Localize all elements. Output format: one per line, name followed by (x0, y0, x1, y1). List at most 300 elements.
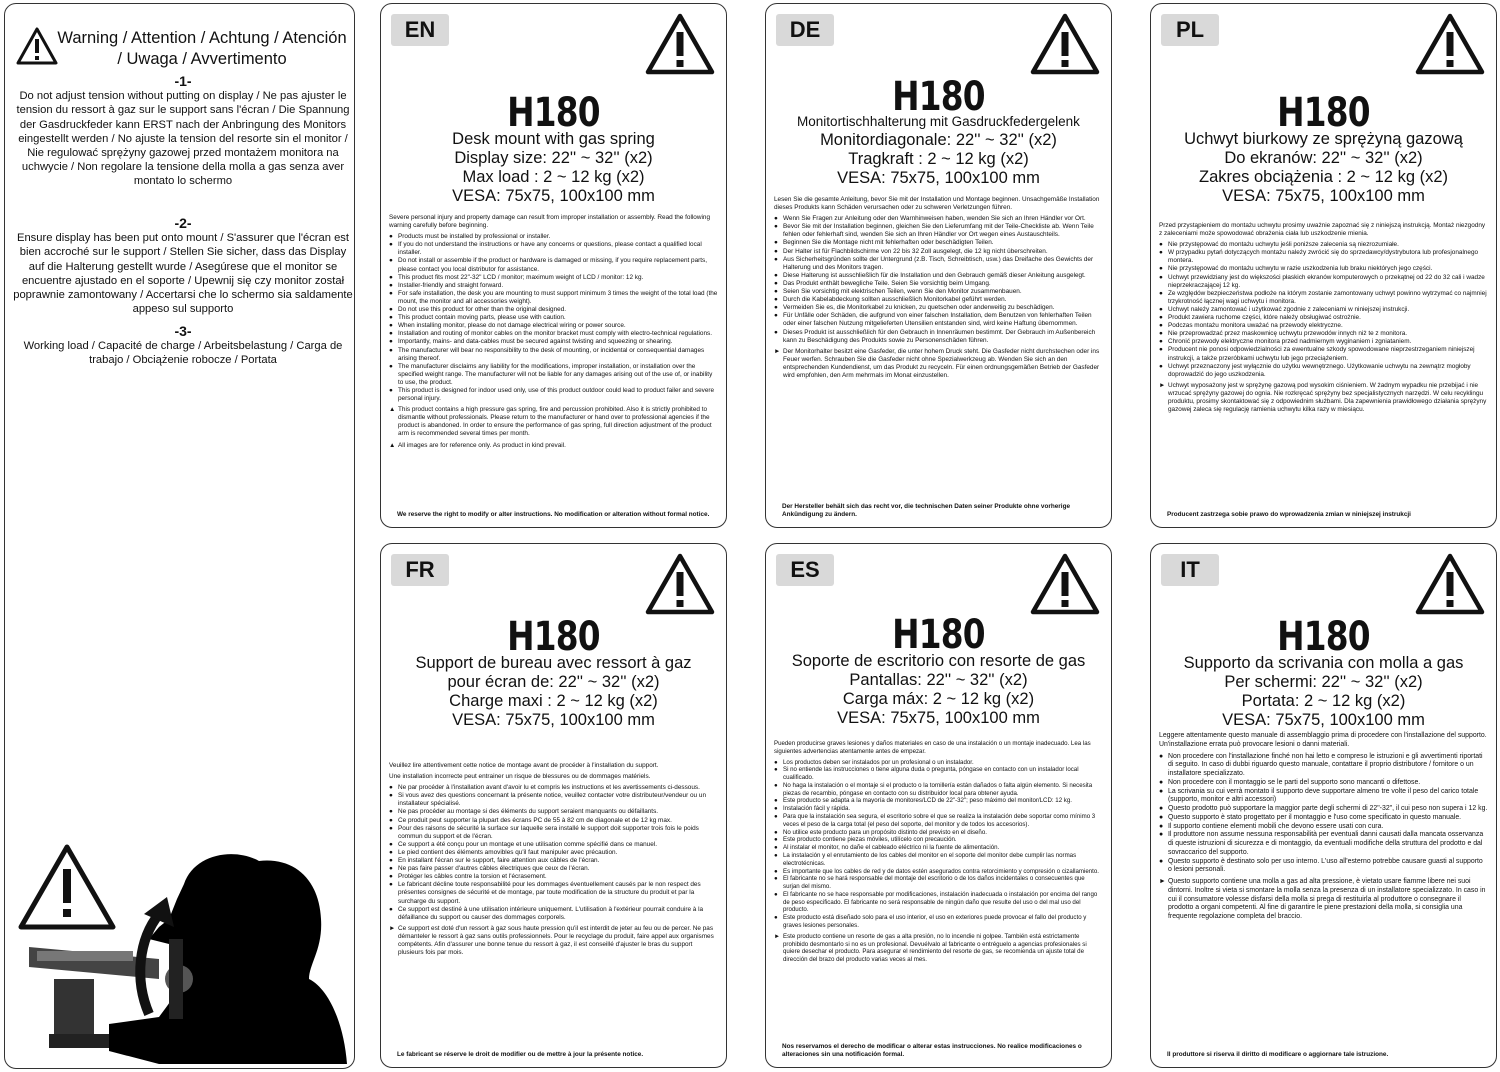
list-item-text: Ce produit peut supporter la plupart des écrans PC de 55 à 82 cm de diagonale et de 12 kg max. (398, 816, 672, 824)
list-item-text: Beginnen Sie die Montage nicht mit fehlerhaften oder beschädigten Teilen. (783, 239, 994, 247)
list-item (774, 868, 1103, 876)
list-item-text: Products must be installed by professional or installer. (398, 233, 551, 241)
list-item-text: For safe installation, the desk you are mounting to must support minimum 3 times the weight of the total load (the mount, the monitor and all accessories weight). (398, 289, 718, 305)
spec-line: Portata: 2 ~ 12 kg (x2) (1241, 692, 1406, 710)
bullet-icon: ● (774, 304, 778, 312)
bullet-icon: ● (774, 296, 778, 304)
list-item-text: Chronić przewody elektryczne monitora przed nadmiernym wyginaniem i zgniataniem. (1168, 338, 1412, 346)
manual-panel-en (380, 3, 727, 528)
spec-line: Do ekranów: 22'' ~ 32'' (x2) (1224, 149, 1423, 167)
list-item-text: Questo supporto è stato progettato per il montaggio e l'uso come specificato in questo manuale. (1168, 813, 1462, 821)
list-item-text: Für Unfälle oder Schäden, die aufgrund von einer falschen Installation, dem Benutzen von fehlerhaften Teilen oder einer falschen Nutzung mitgelieferten Utensilien entstanden sind, wird keine Haftung übernommen. (783, 312, 1092, 328)
instruction-list (774, 759, 1103, 930)
bullet-icon: ● (774, 797, 778, 805)
list-item (389, 881, 718, 905)
list-item-text: No utilice este producto para un propósito distinto del previsto en el diseño. (783, 828, 987, 836)
list-item-text: Le fabricant décline toute responsabilité pour les dommages éventuellement causés par le non respect des présentes consignes de sécurité et de montage, par toute modification de la structure du produit et par la surcharge du support. (398, 881, 701, 905)
list-item-text: Si no entiende las instrucciones o tiene alguna duda o pregunta, póngase en contacto con un instalador local cualificado. (783, 766, 1079, 782)
list-item-text: Es importante que los cables de red y de datos estén asegurados contra retorcimiento y compresión o cizallamiento. (783, 867, 1099, 875)
list-item (774, 797, 1103, 805)
spec-line: Carga máx: 2 ~ 12 kg (x2) (842, 690, 1035, 708)
arrow-note-icon: ► (774, 932, 781, 940)
list-item (1159, 274, 1488, 290)
note-text: Questo supporto contiene una molla a gas ad alta pressione, è vietato usare fiamme libere nei suoi dintorni. Inoltre si vieta si smontare la molla senza la presenza di un installatore specializzato. In caso in cui il consumatore volesse disfarsi della molla si prega di restituirla al produttore o consegnare il prodotto a organi competenti. Al fine di garantire le piene prestazioni della molla, si consiglia una frequente regolazione completa del braccio. (1168, 878, 1486, 920)
intro-text: Veuillez lire attentivement cette notice de montage avant de procéder à l'installation du support. (389, 762, 659, 769)
bullet-icon: ● (774, 223, 778, 231)
bullet-icon: ● (1159, 273, 1163, 281)
disclaimer-footer: Der Hersteller behält sich das recht vor, die technischen Daten seiner Produkte ohne vorherige Ankündigung zu ändern. (782, 503, 1071, 518)
list-item (389, 274, 718, 282)
disclaimer-footer: Nos reservamos el derecho de modificar o alterar estas instrucciones. No realice modificaciones o alteraciones sin una notificación formal. (782, 1043, 1082, 1058)
list-item (389, 857, 718, 865)
list-item (389, 825, 718, 841)
bullet-icon: ● (774, 766, 778, 774)
bullet-icon: ● (774, 239, 778, 247)
disclaimer-footer: Producent zastrzega sobie prawo do wprowadzenia zmian w niniejszej instrukcji (1167, 511, 1411, 518)
bullet-icon: ● (1159, 305, 1163, 313)
list-item-text: Vermeiden Sie es, die Monitorkabel zu knicken, zu quetschen oder anderweitig zu beschädigen. (783, 304, 1055, 312)
note-text: All images are for reference only. As product in kind prevail. (398, 441, 566, 449)
spec-line: Soporte de escritorio con resorte de gas (791, 652, 1086, 670)
list-item (1159, 823, 1488, 832)
spec-line: Support de bureau avec ressort à gaz (415, 654, 692, 672)
bullet-icon: ● (1159, 831, 1164, 839)
spec-line: Max load : 2 ~ 12 kg (x2) (462, 168, 645, 186)
list-item-text: Ne par procéder à l'installation avant d'avoir lu et compris les instructions et les avertissements ci-dessous. (398, 784, 700, 792)
note-item (1159, 878, 1488, 922)
bullet-icon: ● (389, 808, 393, 816)
list-item (389, 290, 718, 306)
list-item (1159, 831, 1488, 857)
bullet-icon: ● (389, 873, 393, 881)
list-item-text: Aus Sicherheitsgründen sollte der Untergrund (z.B. Tisch, Schreibtisch, usw.) das Dreifache des Gewichts der Halterung und des Monitors tragen. (783, 255, 1094, 271)
list-item (1159, 779, 1488, 788)
list-item (1159, 346, 1488, 362)
instruction-list (774, 215, 1103, 345)
intro-text: Przed przystąpieniem do montażu uchwytu prosimy uważnie zapoznać się z niniejszą instrukcją. Montaż niezgodny z zaleceniami może spowodować obrażenia ciała lub uszkodzenie mienia. (1159, 222, 1486, 238)
list-item-text: This product is designed for indoor used only, use of this product outdoor could lead to product failer and severe personal injury. (398, 386, 715, 403)
disclaimer-footer: Le fabricant se réserve le droit de modifier ou de mettre à jour la présente notice. (397, 1051, 644, 1058)
list-item (389, 282, 718, 290)
bullet-icon: ● (1159, 362, 1163, 370)
bullet-icon: ● (774, 867, 778, 875)
instructions-body (1159, 732, 1488, 922)
bullet-icon: ● (774, 844, 778, 852)
list-item-text: Questo supporto è destinato solo per uso interno. L'uso all'esterno potrebbe causare guasti al supporto o lesioni personali. (1168, 857, 1483, 874)
spec-line: VESA: 75x75, 100x100 mm (452, 711, 655, 729)
language-code-badge: FR (391, 554, 449, 586)
model-number: H180 (892, 74, 985, 120)
gas-spring-warning-illustration (9, 839, 349, 1064)
list-item (774, 223, 1103, 239)
note-item (389, 406, 718, 438)
list-item-text: No haga la instalación o el montaje si el producto o la tornillería están dañados o falta algún elemento. Si necesita piezas de recambio, póngase en contacto con su distribuidor local para obtener ayuda. (783, 781, 1093, 797)
section-text: Working load / Capacité de charge / Arbeitsbelastung / Carga de trabajo / Obciążenie robocze / Portata (23, 340, 343, 367)
bullet-icon: ● (389, 257, 393, 265)
list-item-text: Il supporto contiene elementi mobili che devono essere usati con cura. (1168, 822, 1384, 830)
list-item-text: Ce support est destiné à une utilisation intérieure uniquement. L'utilisation à l'extérieur pourrait conduire à la défaillance du support ou causer des dommages corporels. (398, 905, 704, 921)
list-item-text: Este producto se adapta a la mayoría de monitores/LCD de 22"-32"; peso máximo del monitor/LCD: 12 kg. (783, 797, 1072, 805)
warning-triangle-icon (644, 12, 716, 76)
note-item (774, 933, 1103, 964)
bullet-icon: ● (389, 322, 393, 330)
list-item (774, 829, 1103, 837)
list-item (1159, 314, 1488, 322)
instruction-list (389, 233, 718, 403)
intro-text: Severe personal injury and property damage can result from improper installation or assembly. Read the following warning carefully before beginning. (389, 214, 710, 230)
warning-panel (4, 3, 355, 1069)
list-item-text: Dieses Produkt ist ausschließlich für den Gebrauch in Innenräumen bestimmt. Der Gebrauch im Außenbereich kann zu Beschädigung des Produkts sowie zu Personenschäden führen. (783, 328, 1096, 344)
list-item (389, 849, 718, 857)
bullet-icon: ● (774, 836, 778, 844)
spec-line: Monitortischhalterung mit Gasdruckfedergelenk (797, 114, 1080, 129)
bullet-icon: ● (389, 273, 393, 281)
list-item (1159, 338, 1488, 346)
list-item (774, 782, 1103, 798)
list-item-text: Der Halter ist für Flachbildschirme von 22 bis 32 Zoll ausgelegt, die 12 kg nicht überschreiten. (783, 247, 1048, 255)
bullet-icon: ● (389, 905, 393, 913)
list-item (774, 329, 1103, 345)
list-item-text: This product fits most 22"-32" LCD / monitor; maximum weight of LCD / monitor: 12 kg. (398, 273, 644, 281)
manual-panel-de (765, 3, 1112, 528)
bullet-icon: ● (389, 241, 393, 249)
language-code-badge: IT (1161, 554, 1219, 586)
list-item (389, 906, 718, 922)
bullet-icon: ● (389, 857, 393, 865)
up-arrow-icon (140, 897, 174, 1014)
list-item (1159, 330, 1488, 338)
list-item (774, 914, 1103, 930)
instructions-body (774, 196, 1103, 380)
list-item-text: Instalación fácil y rápida. (783, 805, 851, 813)
bullet-icon: ● (1159, 249, 1163, 257)
list-item-text: Uchwyt przeznaczony jest wyłącznie do użytku wewnętrznego. Użytkowanie uchwytu na zewnątrz mogłoby doprowadzić do jego uszkodzenia. (1168, 362, 1471, 378)
note-text: Ce support est doté d'un ressort à gaz sous haute pression qu'il est interdit de jeter au feu ou de percer. Ne pas démanteler le ressort à gaz sans outils professionnels. Pour le recyclage du produit, faire appel aux organismes compétents. Afin d'assurer une bonne tenue du ressort à gaz, il est conseillé d'ajuster le bras du support plusieurs fois par mois. (398, 924, 714, 957)
bullet-icon: ● (774, 255, 778, 263)
note-text: This product contains a high pressure gas spring, fire and percussion prohibited. Also it is strictly prohibited to dismantle without professionals. Please return to the manufacturer or hand over to professional agencies if the product is abandoned. In order to ensure the performance of gas spring, full direction adjustment of the product arm is recommended several times per month. (398, 406, 712, 438)
instruction-list (1159, 241, 1488, 379)
list-item (1159, 788, 1488, 806)
note-item (774, 348, 1103, 380)
arrow-note-icon: ► (389, 924, 396, 932)
model-number: H180 (892, 612, 985, 658)
warning-triangle-icon (1029, 552, 1101, 616)
spec-block (766, 652, 1111, 728)
list-item-text: Uchwyt przewidziany jest do większości płaskich ekranów komputerowych o przekątnej od 22 do 32 cali i wadze nieprzekraczającej 12 kg. (1168, 273, 1485, 289)
spec-block (381, 130, 726, 206)
section-number: -2- (174, 215, 192, 231)
bullet-icon: ● (389, 784, 393, 792)
list-item-text: The manufacturer disclaims any liability for the modifications, improper installation, or installation over the specified weight range. The manufacturer will not be liable for any damages arising out of the use of, or inability to use, the product. (398, 362, 713, 386)
list-item (774, 844, 1103, 852)
list-item-text: Nie przystępować do montażu uchwytu w razie uszkodzenia lub braku niektórych jego części. (1168, 265, 1433, 273)
warning-triangle-icon (21, 847, 113, 927)
bullet-icon: ● (1159, 857, 1164, 865)
note-text: Der Monitorhalter besitzt eine Gasfeder, die unter hohem Druck steht. Die Gasfeder nicht durchstechen oder ins Feuer werfen. Schrauben Sie die Gasfeder nicht ohne Spezialwerkzeug ab. Wenden Sie sich an den entsprechenden Kundendienst, um das Produkt zu recyceln. Für einen ordnungsgemäßen Betrieb der Gasfeder wird empfohlen, den Arm mehrmals im Monat einzustellen. (783, 347, 1100, 379)
list-item-text: Ne pas procéder au montage si des éléments du support seraient manquants ou défaillants. (398, 808, 659, 816)
bullet-icon: ● (774, 851, 778, 859)
spec-line: Display size: 22'' ~ 32'' (x2) (454, 149, 653, 167)
instructions-body (389, 214, 718, 450)
language-code-badge: EN (391, 14, 449, 46)
spec-line: VESA: 75x75, 100x100 mm (1222, 711, 1425, 729)
bullet-icon: ● (1159, 322, 1163, 330)
list-item-text: Non procedere con l'installazione finché non hai letto e compreso le istruzioni e gli avvertimenti riportati di seguito. In caso di dubbi riguardo questo manuale, contattare il proprio distributore / fornitore o un installatore specializzato. (1168, 752, 1483, 777)
bullet-icon: ● (389, 281, 393, 289)
list-item (389, 322, 718, 330)
list-item (774, 312, 1103, 328)
bullet-icon: ● (774, 805, 778, 813)
warning-triangle-icon (644, 552, 716, 616)
list-item-text: Das Produkt enthält bewegliche Teile. Seien Sie vorsichtig beim Umgang. (783, 279, 991, 287)
list-item (389, 347, 718, 363)
list-item-text: Non procedere con il montaggio se le parti del supporto sono mancanti o difettose. (1168, 778, 1421, 786)
language-code-badge: DE (776, 14, 834, 46)
section-number: -3- (174, 323, 192, 339)
list-item (389, 306, 718, 314)
bullet-icon: ● (389, 865, 393, 873)
warning-section-1 (13, 74, 353, 189)
list-item (774, 875, 1103, 891)
bullet-icon: ● (389, 362, 393, 370)
list-item (774, 852, 1103, 868)
warning-section-2 (13, 216, 353, 316)
bullet-icon: ● (389, 386, 393, 394)
note-text: Este producto contiene un resorte de gas a alta presión, no lo incendie ni golpee. También está estrictamente prohibido desmontarlo si no es un profesional. Devuélvalo al fabricante o entréguelo a agencias profesionales si quiere desechar el producto. Para asegurar el rendimiento del resorte de gas, se recomienda un ajuste total de dirección del brazo del producto varias veces al mes. (783, 932, 1087, 964)
intro-text-2: Une installation incorrecte peut entrainer un risque de blessures ou de dommages matériels. (389, 773, 651, 781)
list-item (389, 233, 718, 241)
list-item (389, 387, 718, 403)
list-item-text: Nie przystępować do montażu uchwytu jeśli poniższe zalecenia są niezrozumiałe. (1168, 241, 1399, 249)
bullet-icon: ● (774, 890, 778, 898)
warning-triangle-icon (15, 26, 59, 66)
bullet-icon: ● (774, 875, 778, 883)
bullet-icon: ● (774, 279, 778, 287)
list-item-text: Producent nie ponosi odpowiedzialności za ewentualne szkody spowodowane nieprzestrzeganiem niniejszej instrukcji, a także przeróbkami uchwytu lub jego przeciążeniem. (1168, 346, 1475, 362)
list-item (389, 841, 718, 849)
arrow-note-icon: ► (1159, 878, 1166, 885)
instructions-body (389, 762, 718, 957)
list-item (1159, 265, 1488, 273)
list-item-text: Questo prodotto può supportare la maggior parte degli schermi di 22"-32", il cui peso non supera i 12 kg. (1168, 805, 1488, 812)
list-item (1159, 363, 1488, 379)
bullet-icon: ● (1159, 265, 1163, 273)
list-item (389, 817, 718, 825)
spec-line: VESA: 75x75, 100x100 mm (837, 709, 1040, 727)
note-item (389, 442, 718, 450)
bullet-icon: ● (1159, 778, 1164, 786)
bullet-icon: ● (774, 288, 778, 296)
spec-line: Supporto da scrivania con molla a gas (1183, 654, 1464, 672)
triangle-note-icon: ▲ (389, 441, 396, 449)
spec-block (381, 654, 726, 730)
list-item-text: Nie przeprowadzać przez maskownicę uchwytu przewodów innych niż te z monitora. (1168, 330, 1408, 338)
bullet-icon: ● (1159, 822, 1164, 830)
list-item (389, 241, 718, 257)
bullet-icon: ● (1159, 787, 1164, 795)
warning-triangle-icon (1414, 552, 1486, 616)
instructions-body (1159, 222, 1488, 414)
list-item (774, 766, 1103, 782)
list-item (389, 808, 718, 816)
list-item-text: Seien Sie vorsichtig mit elektrischen Teilen, wenn Sie den Monitor zusammenbauen. (783, 288, 1022, 296)
list-item-text: La instalación y el enrutamiento de los cables del monitor en el soporte del monitor debe cumplir las normas electrotécnicas. (783, 851, 1077, 867)
bullet-icon: ● (774, 215, 778, 223)
spec-line: pour écran de: 22'' ~ 32'' (x2) (447, 673, 660, 691)
list-item (389, 330, 718, 338)
list-item (389, 338, 718, 346)
spec-line: Zakres obciążenia : 2 ~ 12 kg (x2) (1199, 168, 1448, 186)
warning-section-3 (13, 324, 353, 368)
note-item (389, 925, 718, 957)
spec-block (1151, 654, 1496, 730)
spec-line: Uchwyt biurkowy ze sprężyną gazową (1184, 130, 1463, 148)
spec-line: VESA: 75x75, 100x100 mm (837, 169, 1040, 187)
spec-line: Monitordiagonale: 22'' ~ 32'' (x2) (820, 131, 1057, 149)
list-item-text: Podczas montażu monitora uważać na przewody elektryczne. (1168, 322, 1343, 330)
list-item-text: When installing monitor, please do not damage electrical wiring or power source. (398, 322, 626, 330)
model-number: H180 (507, 90, 600, 136)
list-item (1159, 322, 1488, 330)
bullet-icon: ● (389, 330, 393, 338)
list-item-text: Diese Halterung ist ausschließlich für die Installation und den Gebrauch gemäß dieser Anleitung ausgelegt. (783, 271, 1086, 279)
instruction-list (389, 784, 718, 922)
model-number: H180 (507, 614, 600, 660)
intro-text: Leggere attentamente questo manuale di assemblaggio prima di procedere con l'installazione del supporto. Un'installazione errata può provocare lesioni o danni materiali. (1159, 732, 1487, 748)
bullet-icon: ● (389, 816, 393, 824)
arrow-note-icon: ► (1159, 381, 1166, 389)
instruction-list (1159, 753, 1488, 876)
list-item (1159, 290, 1488, 306)
note-item (1159, 382, 1488, 414)
list-item (774, 759, 1103, 767)
list-item (1159, 814, 1488, 823)
bullet-icon: ● (389, 824, 393, 832)
bullet-icon: ● (774, 328, 778, 336)
list-item (774, 272, 1103, 280)
bullet-icon: ● (774, 914, 778, 922)
language-code-badge: PL (1161, 14, 1219, 46)
bullet-icon: ● (389, 306, 393, 314)
list-item-text: Ce support a été conçu pour un montage et une utilisation comme spécifié dans ce manuel. (398, 840, 657, 848)
list-item-text: Il produttore non assume nessuna responsabilità per eventuali danni causati dalla mancata osservanza di queste istruzioni di sicurezza e di montaggio, da eventuali modifiche della struttura del prodotto e dal sovraccarico del supporto. (1168, 831, 1484, 856)
bullet-icon: ● (774, 758, 778, 766)
manual-panel-pl (1150, 3, 1497, 528)
bullet-icon: ● (774, 312, 778, 320)
list-item-text: Do not install or assemble if the product or hardware is damaged or missing, if you require replacement parts, please contact you local distributor for assistance. (398, 257, 708, 273)
arrow-note-icon: ► (774, 347, 781, 355)
list-item (774, 805, 1103, 813)
bullet-icon: ● (1159, 813, 1164, 821)
list-item (389, 792, 718, 808)
section-text: Ensure display has been put onto mount / S'assurer que l'écran est bien accroché sur le support / Stellen Sie sicher, dass das Display auf die Halterung gestellt wurde / Asegúrese que el monitor se encuentre ajustado en el soporte / Upewnij się czy monitor został poprawnie zamontowany / Accertarsi che lo schermo sia saldamente appeso sul supporto (13, 232, 353, 316)
bullet-icon: ● (1159, 330, 1163, 338)
bullet-icon: ● (389, 792, 393, 800)
list-item (774, 288, 1103, 296)
list-item (389, 363, 718, 387)
bullet-icon: ● (1159, 346, 1163, 354)
list-item (389, 865, 718, 873)
spec-line: Charge maxi : 2 ~ 12 kg (x2) (449, 692, 658, 710)
bullet-icon: ● (1159, 805, 1164, 812)
bullet-icon: ● (1159, 241, 1163, 249)
list-item (1159, 249, 1488, 265)
list-item-text: Para que la instalación sea segura, el escritorio sobre el que se realiza la instalación debe soportar como mínimo 3 veces el peso de la carga total (el peso del soporte, del monitor y de todos los accesorios). (783, 813, 1096, 828)
list-item-text: Installation and routing of monitor cables on the monitor bracket must comply with electro-technical regulations. (398, 330, 713, 338)
list-item-text: The manufacturer will bear no responsibility to the desk of mounting, or incidental or consequential damages arising thereof. (398, 346, 705, 362)
list-item (389, 257, 718, 273)
spec-block (766, 112, 1111, 188)
list-item-text: Ze względów bezpieczeństwa podłoże na którym zostanie zamontowany uchwyt powinno wytrzymać co najmniej trzykrotność łącznej wagi uchwytu i monitora. (1168, 289, 1487, 305)
bullet-icon: ● (1159, 752, 1164, 760)
section-text: Do not adjust tension without putting on display / Ne pas ajuster le tension du ressort à gaz sur le support sans l'écran / Die Spannung der Gasdruckfeder kann ERST nach der Anbringung des Monitors eingestellt werden / No ajuste la tension del resorte sin el monitor / Nie regulować sprężyny gazowej przed montażem monitora na uchwycie / Non regolare la tensione della molla a gas senza aver montato lo schermo (16, 90, 350, 188)
bullet-icon: ● (1159, 338, 1163, 346)
list-item (774, 280, 1103, 288)
list-item-text: Bevor Sie mit der Installation beginnen, gleichen Sie den Lieferumfang mit der Teile-Checkliste ab. Wenn Teile fehlen oder fehlerhaft sind, wenden Sie sich an Ihren Händler vor Ort wegen eines Austauschteils. (783, 223, 1094, 239)
manual-panel-it (1150, 543, 1497, 1068)
warning-title: Warning / Attention / Achtung / Atención / Uwaga / Avvertimento (57, 29, 347, 68)
bullet-icon: ● (1159, 289, 1163, 297)
manual-panel-fr (380, 543, 727, 1068)
list-item-text: El fabricante no se hará responsable del montaje del escritorio o de los daños incidentales o consecuentes que surjan del mismo. (783, 875, 1085, 891)
list-item-text: Uchwyt należy zamontować i użytkować zgodnie z zaleceniami w niniejszej instrukcji. (1168, 305, 1410, 313)
list-item (774, 304, 1103, 312)
disclaimer-footer: We reserve the right to modify or alter instructions. No modification or alteration without formal notice. (397, 511, 710, 518)
note-text: Uchwyt wyposażony jest w sprężynę gazową pod wysokim ciśnieniem. W żadnym wypadku nie przebijać i nie wrzucać sprężyny gazowej do ognia. Nie rozkręcać sprężyny bez specjalistycznych narzędzi. W celu recyklingu produktu, prosimy skontaktować się z odpowiednim służbami. Dla zapewnienia prawidłowego działania sprężyny gazowej zaleca się regulację ramienia uchwytu kilka razy w miesiącu. (1168, 381, 1487, 414)
disclaimer-footer: Il produttore si riserva il diritto di modificare o aggiornare tale istruzione. (1167, 1051, 1389, 1058)
bullet-icon: ● (389, 346, 393, 354)
spec-line: VESA: 75x75, 100x100 mm (452, 187, 655, 205)
bullet-icon: ● (774, 247, 778, 255)
intro-text: Pueden producirse graves lesiones y daños materiales en caso de una instalación o un montaje inadecuado. Lea las siguientes advertencias atentamente antes de empezar. (774, 740, 1091, 755)
warning-triangle-icon (1414, 12, 1486, 76)
list-item-text: Este producto está diseñado solo para el uso interior, el uso en exteriores puede provocar el fallo del producto y graves lesiones personales. (783, 914, 1087, 929)
warning-triangle-icon (1029, 12, 1101, 76)
list-item-text: Ne pas faire passer d'autres câbles électriques que ceux de l'écran. (398, 865, 590, 873)
list-item (774, 836, 1103, 844)
bullet-icon: ● (389, 840, 393, 848)
list-item-text: Produkt zawiera ruchome części, które należy obsługiwać ostrożnie. (1168, 314, 1361, 322)
list-item-text: En installant l'écran sur le support, faire attention aux câbles de l'écran. (398, 857, 600, 865)
list-item-text: Protéger les câbles contre la torsion et l'écrasement. (398, 873, 547, 881)
list-item-text: Installer-friendly and straight forward. (398, 281, 504, 289)
list-item (774, 256, 1103, 272)
bullet-icon: ● (389, 289, 393, 297)
list-item (1159, 753, 1488, 779)
section-number: -1- (174, 73, 192, 89)
bullet-icon: ● (774, 781, 778, 789)
bullet-icon: ● (389, 881, 393, 889)
list-item (389, 314, 718, 322)
intro-text: Lesen Sie die gesamte Anleitung, bevor Sie mit der Installation und Montage beginnen. Unsachgemäße Installation dieses Produkts kann Schäden verursachen oder zu schweren Verletzungen führen. (774, 196, 1100, 212)
model-number: H180 (1277, 90, 1370, 136)
list-item (1159, 306, 1488, 314)
list-item-text: This product contain moving parts, please use with caution. (398, 314, 566, 322)
list-item-text: Al instalar el monitor, no dañe el cableado eléctrico ni la fuente de alimentación. (783, 844, 1000, 852)
model-number: H180 (1277, 614, 1370, 660)
bullet-icon: ● (389, 314, 393, 322)
list-item (1159, 241, 1488, 249)
bullet-icon: ● (389, 848, 393, 856)
bullet-icon: ● (774, 271, 778, 279)
list-item (389, 784, 718, 792)
list-item-text: Le pied contient des éléments amovibles qu'il faut manipuler avec précaution. (398, 848, 618, 856)
list-item (1159, 805, 1488, 814)
spec-line: Tragkraft : 2 ~ 12 kg (x2) (848, 150, 1029, 168)
bullet-icon: ● (774, 813, 778, 821)
list-item-text: Si vous avez des questions concernant la présente notice, veuillez contacter votre distributeur/vendeur ou un installateur spécialisé. (398, 792, 706, 808)
list-item-text: Do not use this product for other than the original designed. (398, 306, 567, 314)
